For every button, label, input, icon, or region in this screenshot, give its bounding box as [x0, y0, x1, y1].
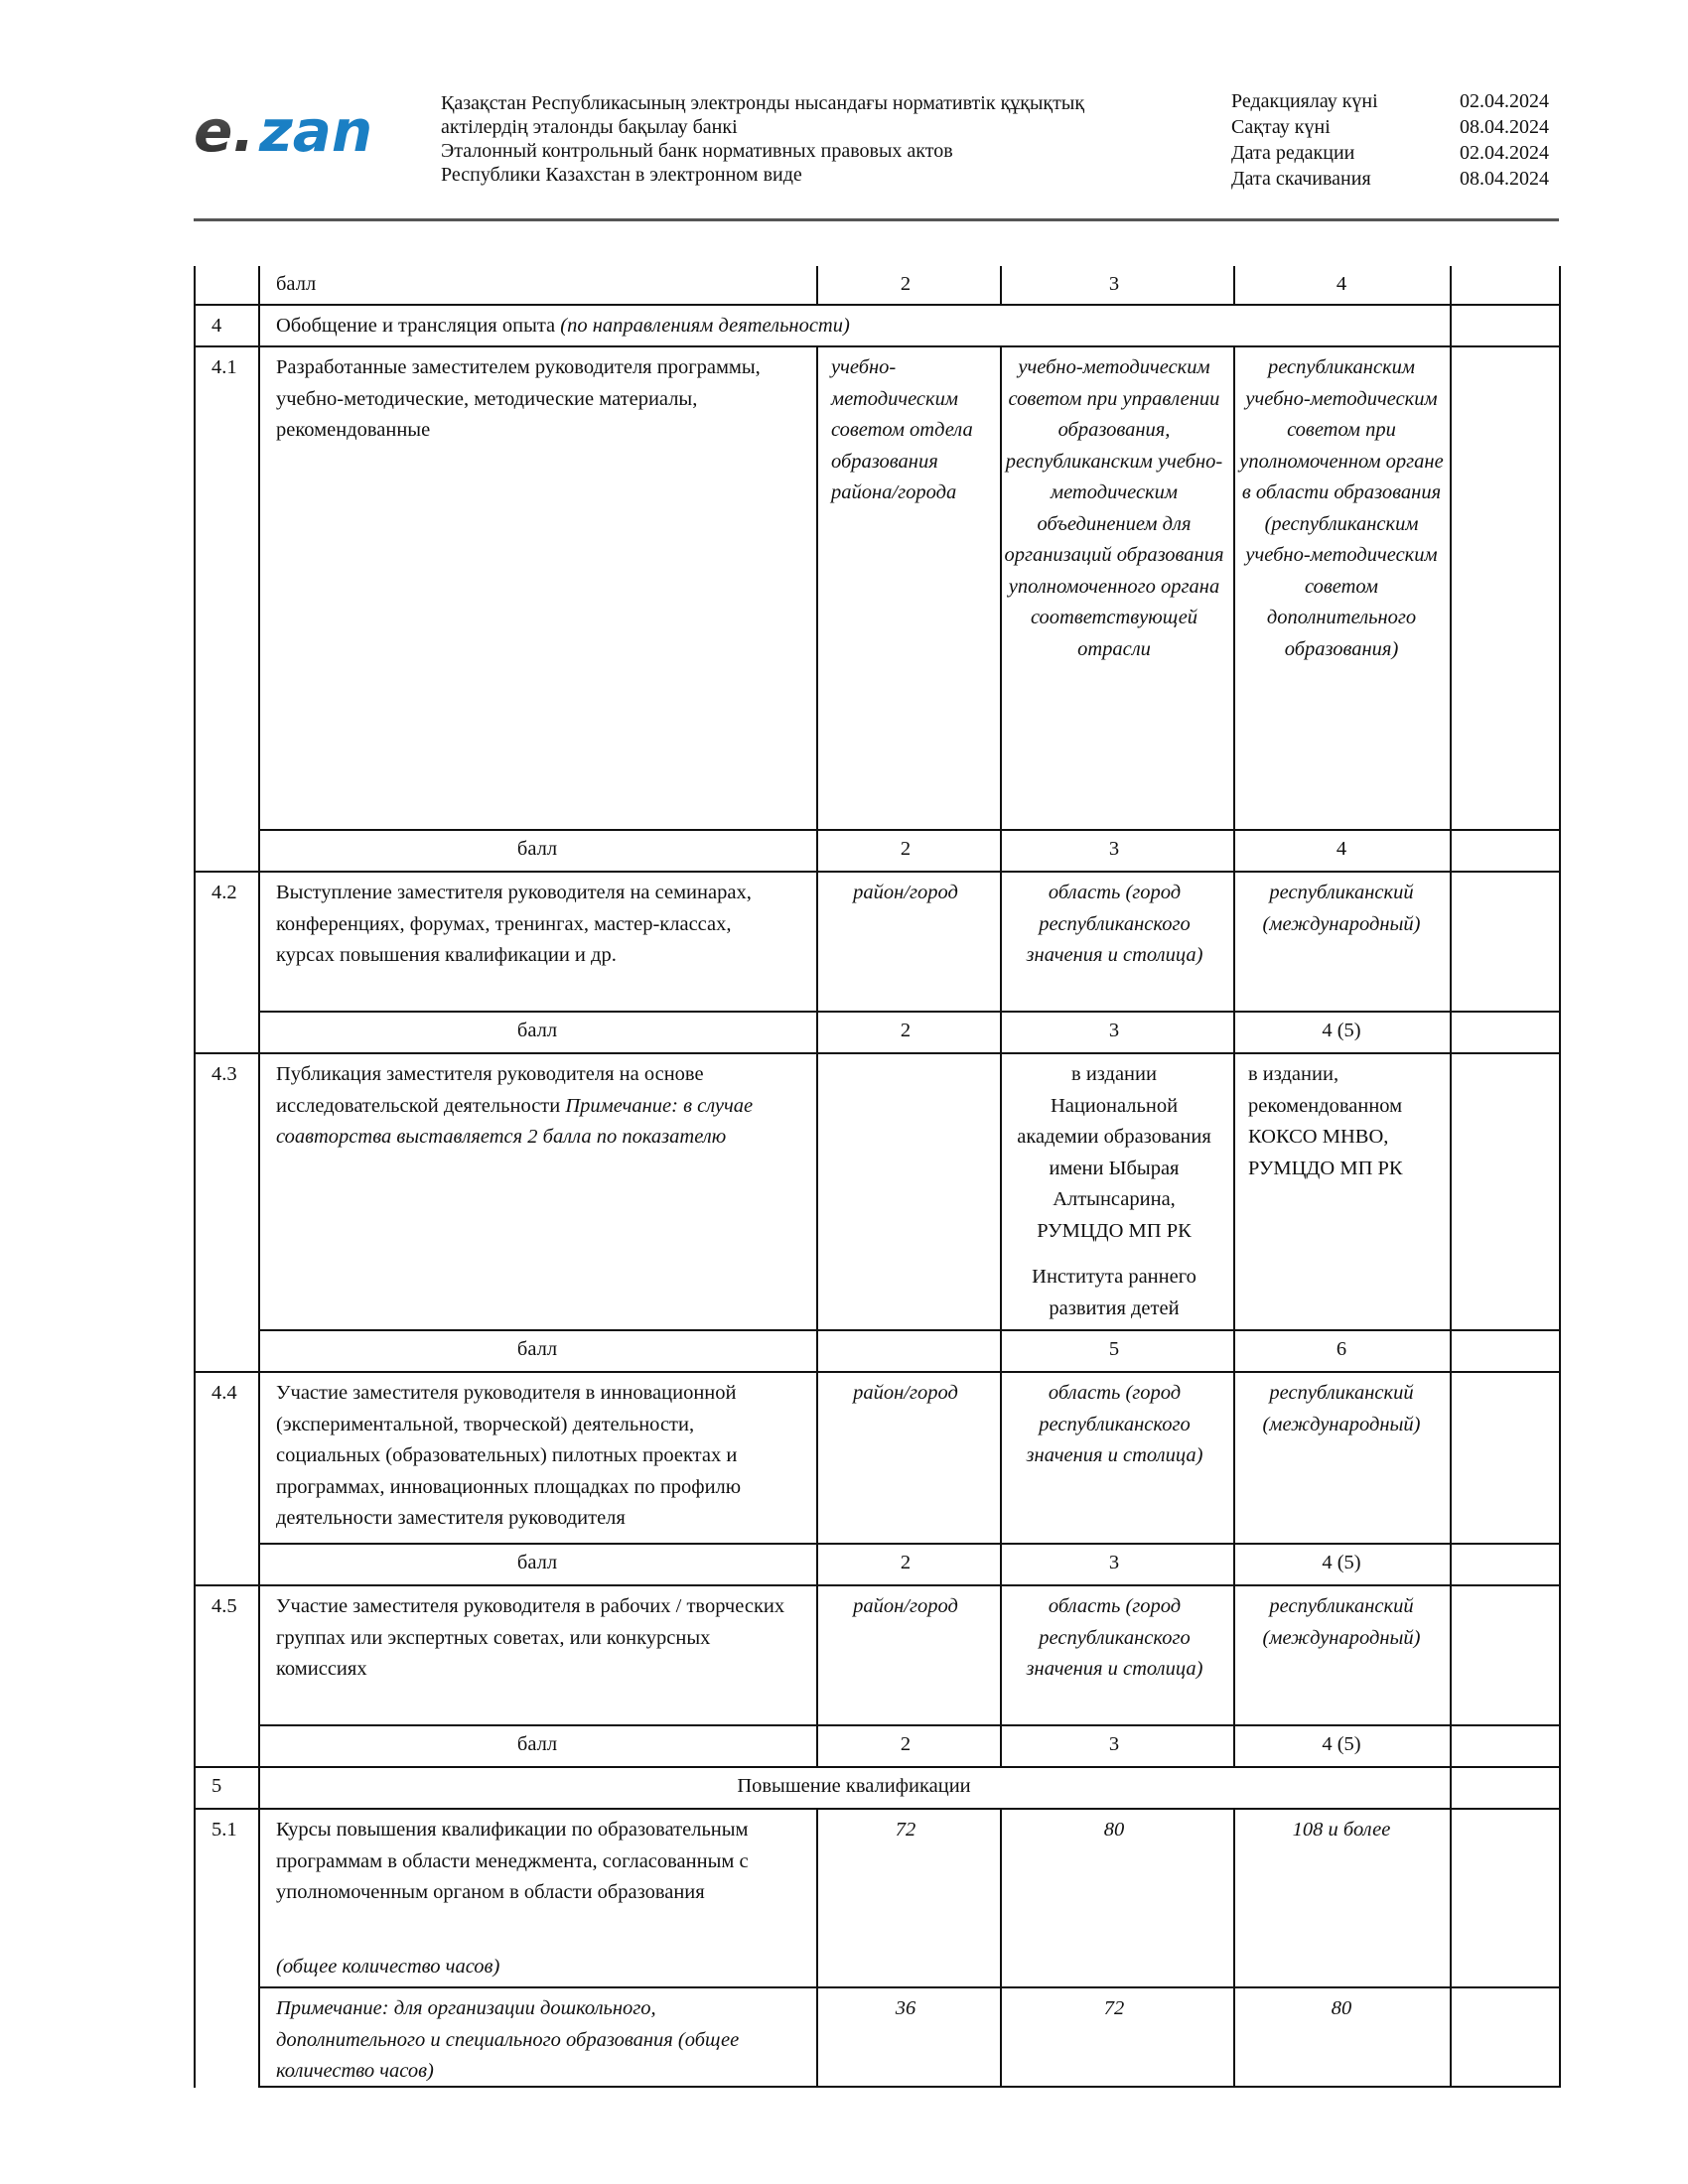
note-level-3: 80: [1331, 1997, 1352, 2019]
row-description: Участие заместителя руководителя в рабочих / творческих группах или экспертных советах, или конкурсных комиссиях: [276, 1595, 785, 1680]
header-divider: [194, 218, 1559, 221]
meta-value: 08.04.2024: [1460, 168, 1549, 190]
section-number: 5: [211, 1775, 222, 1797]
header-title: [441, 91, 1196, 187]
ball-score-2: 3: [1108, 1020, 1120, 1041]
col-line: [1559, 266, 1561, 2088]
row-line: [258, 1543, 1559, 1545]
ball-score-2: 3: [1108, 1552, 1120, 1573]
row-description: Участие заместителя руководителя в инновационной (экспериментальной, творческой) деятельности, социальных (образовательных) пилотных проектах и программах, инновационных площадках по профилю деятельности заместителя руководителя: [276, 1382, 742, 1529]
level-1: район/город: [853, 882, 958, 903]
col-line: [1000, 1808, 1002, 2088]
section-title-text: Обобщение и трансляция опыта: [276, 315, 556, 337]
row-line: [258, 1011, 1559, 1013]
row-number: 4.5: [211, 1595, 237, 1617]
meta-label: Редакциялау күні: [1231, 90, 1378, 112]
ball-score-1: 2: [900, 273, 912, 295]
level-2: в издании Национальной академии образования имени Ыбырая Алтынсарина, РУМЦДО МП РК: [1017, 1063, 1211, 1242]
ball-score-2: 5: [1108, 1338, 1120, 1360]
row-number: 4.1: [211, 356, 237, 378]
row-line: [194, 1766, 1559, 1768]
row-line: [194, 871, 1559, 873]
note-level-1: 36: [895, 1997, 916, 2019]
col-line: [258, 266, 260, 2088]
level-3: республиканский (международный): [1262, 1595, 1421, 1649]
level-2-extra: Института раннего развития детей: [1032, 1266, 1196, 1319]
col-line: [1450, 266, 1452, 2088]
ball-label: балл: [516, 1338, 558, 1360]
row-line: [194, 1584, 1559, 1586]
row-description-note: (общее количество часов): [276, 1956, 500, 1978]
level-2: область (город республиканского значения и столица): [1026, 882, 1203, 966]
header-line: Эталонный контрольный банк нормативных правовых актов: [441, 140, 953, 162]
meta-value: 02.04.2024: [1460, 142, 1549, 164]
row-description-note: Примечание: в случае соавторства выставляется 2 балла по показателю: [276, 1094, 754, 1148]
section-title: Повышение квалификации: [737, 1775, 971, 1797]
level-1: район/город: [853, 1595, 958, 1617]
level-1: учебно-методическим советом отдела образования района/города: [831, 356, 973, 503]
level-3: республиканским учебно-методическим советом при уполномоченном органе в области образования (республиканским учебно-методическим советом дополнительного образования): [1239, 356, 1444, 660]
header-dates: [1231, 88, 1549, 192]
meta-label: Дата скачивания: [1231, 168, 1371, 190]
ball-score-1: 2: [900, 1020, 912, 1041]
level-2: учебно-методическим советом при управлении образования, республиканским учебно-методическим объединением для организаций образования уполномоченного органа соответствующей отрасли: [1004, 356, 1224, 660]
row-line: [194, 345, 1559, 347]
level-3: республиканский (международный): [1262, 1382, 1421, 1435]
col-line: [194, 266, 196, 2088]
meta-row: [1231, 88, 1549, 114]
ball-label: балл: [516, 1020, 558, 1041]
ball-score-3: 4 (5): [1322, 1552, 1361, 1573]
row-description: [276, 1059, 792, 1154]
row-line: [194, 1371, 1559, 1373]
row-description: Разработанные заместителем руководителя программы, учебно-методические, методические материалы, рекомендованные: [276, 356, 761, 441]
level-1: район/город: [853, 1382, 958, 1404]
section-number: 4: [211, 315, 222, 337]
ball-score-2: 3: [1108, 273, 1120, 295]
ball-label: балл: [516, 838, 558, 860]
col-line: [1233, 1808, 1235, 2088]
row-number: 5.1: [211, 1819, 237, 1841]
meta-label: Дата редакции: [1231, 142, 1355, 164]
header-line: Қазақстан Республикасының электронды нысандағы нормативтік құқықтық: [441, 92, 1085, 114]
ball-label: балл: [516, 1552, 558, 1573]
ball-score-2: 3: [1108, 838, 1120, 860]
level-3: республиканский (международный): [1262, 882, 1421, 935]
ball-label: балл: [516, 1733, 558, 1755]
criteria-table: [194, 266, 1559, 2088]
meta-row: [1231, 114, 1549, 140]
ball-score-3: 4 (5): [1322, 1733, 1361, 1755]
meta-value: 08.04.2024: [1460, 116, 1549, 138]
level-1: 72: [895, 1819, 916, 1841]
meta-row: [1231, 166, 1549, 192]
section-title: [276, 311, 1438, 342]
row-line: [194, 1808, 1559, 1810]
row-description: Курсы повышения квалификации по образовательным программам в области менеджмента, согласованным с уполномоченным органом в области образования: [276, 1819, 749, 1903]
row-line: [258, 1329, 1559, 1331]
meta-label: Сақтау күні: [1231, 116, 1331, 138]
level-3: в издании, рекомендованном КОКСО МНВО, РУМЦДО МП РК: [1248, 1063, 1403, 1179]
svg-text:zan: zan: [259, 99, 373, 165]
note-description: Примечание: для организации дошкольного, дополнительного и специального образования (общее количество часов): [276, 1997, 740, 2082]
ball-score-3: 4: [1336, 838, 1347, 860]
ball-label: балл: [276, 273, 317, 295]
ball-score-1: 2: [900, 1552, 912, 1573]
note-level-2: 72: [1103, 1997, 1125, 2019]
row-line: [258, 1724, 1559, 1726]
meta-row: [1231, 140, 1549, 166]
row-line: [194, 1052, 1559, 1054]
row-number: 4.2: [211, 882, 237, 903]
row-number: 4.4: [211, 1382, 237, 1404]
row-number: 4.3: [211, 1063, 237, 1085]
level-3: 108 и более: [1292, 1819, 1391, 1841]
ball-score-3: 6: [1336, 1338, 1347, 1360]
row-description-text: Публикация заместителя руководителя на основе исследовательской деятельности: [276, 1063, 704, 1117]
level-2: область (город республиканского значения и столица): [1026, 1382, 1203, 1466]
ball-score-3: 4: [1336, 273, 1347, 295]
row-description: Выступление заместителя руководителя на семинарах, конференциях, форумах, тренингах, мастер-классах, курсах повышения квалификации и др.: [276, 882, 752, 966]
header-line: актілердің эталонды бақылау банкі: [441, 116, 738, 138]
col-line: [816, 1808, 818, 2088]
row-line: [194, 304, 1559, 306]
row-line: [258, 829, 1559, 831]
ball-score-2: 3: [1108, 1733, 1120, 1755]
level-2: область (город республиканского значения и столица): [1026, 1595, 1203, 1680]
ball-score-1: 2: [900, 1733, 912, 1755]
ezan-logo: [194, 99, 402, 169]
meta-value: 02.04.2024: [1460, 90, 1549, 112]
ball-score-1: 2: [900, 838, 912, 860]
ball-score-3: 4 (5): [1322, 1020, 1361, 1041]
row-line: [258, 1986, 1559, 1988]
header-line: Республики Казахстан в электронном виде: [441, 164, 802, 186]
level-2: 80: [1103, 1819, 1125, 1841]
svg-text:e.: e.: [194, 99, 255, 165]
section-title-note: (по направлениям деятельности): [560, 315, 850, 337]
